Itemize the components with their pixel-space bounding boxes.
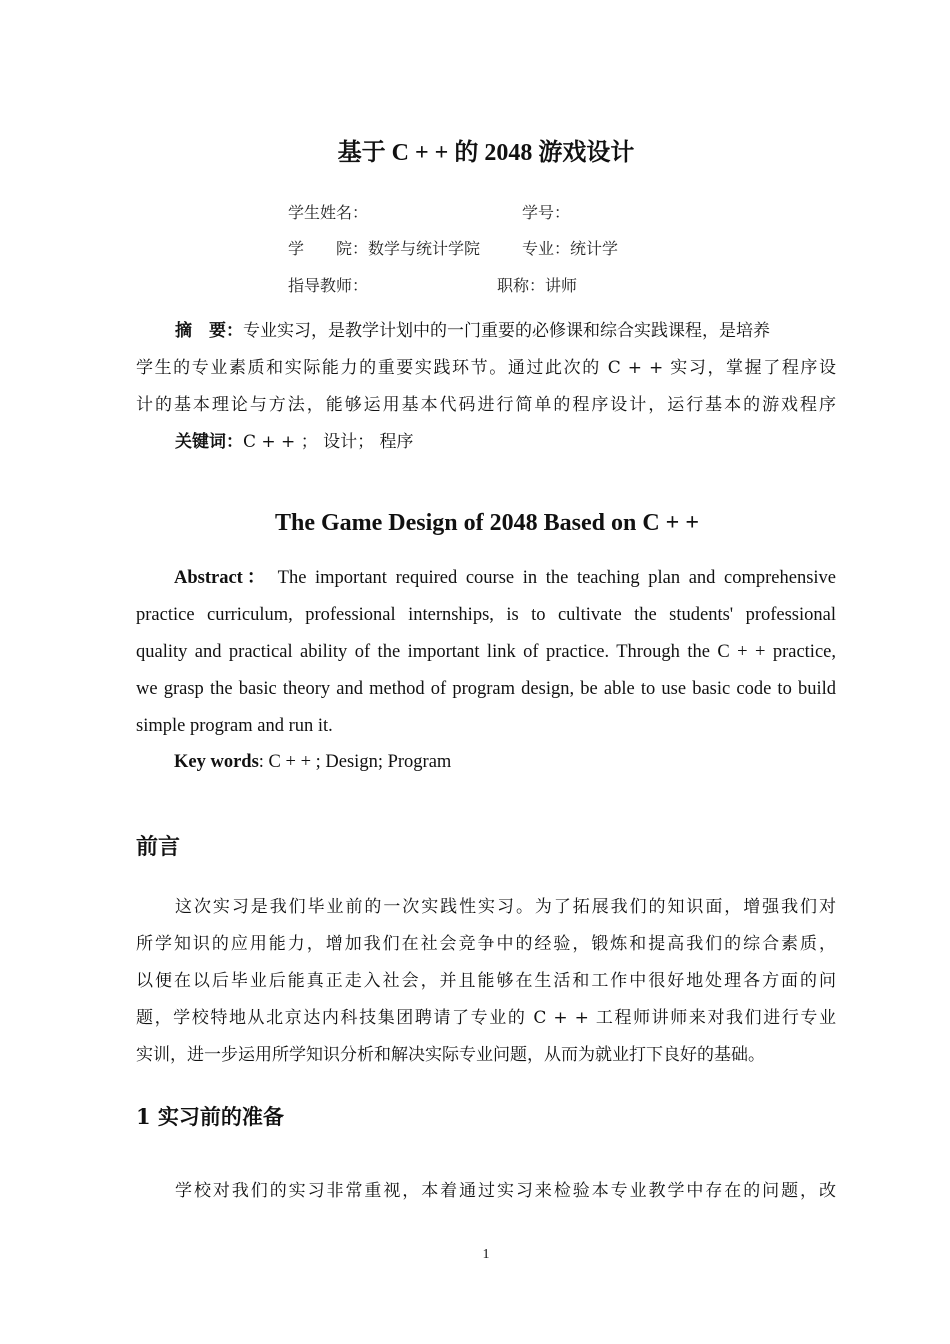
section-1-heading: 1 实习前的准备 [136, 1104, 284, 1129]
college-value: 数学与统计学院 [368, 239, 481, 258]
abstract-en-line-1 [174, 565, 836, 591]
abstract-cn-line-2: 学生的专业素质和实际能力的重要实践环节。通过此次的 C + + 实习，掌握了程序设 [136, 358, 836, 378]
keywords-cn-label: 关键词： [175, 432, 243, 452]
paper-title-cn: 基于 C + + 的 2048 游戏设计 [337, 140, 635, 166]
abstract-en-label: Abstract： [174, 568, 270, 588]
major-value: 统计学 [570, 239, 619, 258]
rank-field [497, 273, 577, 296]
abstract-cn-label: 摘 要： [175, 321, 243, 341]
abstract-en-line-3: quality and practical ability of the important link of practice. Through the C + + practice, [136, 642, 836, 662]
major-field [522, 236, 618, 259]
page-number: 1 [482, 1247, 490, 1262]
rank-label: 职称： [497, 276, 546, 295]
abstract-cn-line-1 [175, 313, 836, 350]
preface-line-2: 所学知识的应用能力，增加我们在社会竞争中的经验，锻炼和提高我们的综合素质， [136, 934, 836, 954]
student-id-label: 学号： [522, 203, 571, 222]
preface-heading: 前言 [136, 834, 181, 860]
keywords-cn [175, 424, 414, 461]
section-1-line-1: 学校对我们的实习非常重视，本着通过实习来检验本专业教学中存在的问题，改 [175, 1181, 836, 1201]
college-field [288, 236, 480, 259]
paper-title-en: The Game Design of 2048 Based on C + + [274, 510, 700, 536]
student-name-label: 学生姓名： [288, 203, 369, 222]
abstract-en-text-1: The important required course in the teaching plan and comprehensive [277, 568, 837, 588]
keywords-en [174, 749, 451, 775]
abstract-cn-line-3: 计的基本理论与方法，能够运用基本代码进行简单的程序设计，运行基本的游戏程序 [136, 395, 836, 415]
keywords-en-value: : C + + ; Design; Program [258, 752, 452, 772]
major-label: 专业： [522, 239, 571, 258]
preface-line-4: 题，学校特地从北京达内科技集团聘请了专业的 C + + 工程师讲师来对我们进行专业 [136, 1008, 836, 1028]
college-label: 学 院： [288, 239, 369, 258]
preface-line-1: 这次实习是我们毕业前的一次实践性实习。为了拓展我们的知识面，增强我们对 [175, 897, 836, 917]
advisor-label: 指导教师： [288, 276, 369, 295]
preface-line-5: 实训，进一步运用所学知识分析和解决实际专业问题，从而为就业打下良好的基础。 [136, 1045, 765, 1065]
preface-line-3: 以便在以后毕业后能真正走入社会，并且能够在生活和工作中很好地处理各方面的问 [136, 971, 836, 991]
keywords-en-label: Key words [174, 752, 259, 772]
keywords-cn-value: C + + ； 设计； 程序 [243, 432, 414, 452]
abstract-en-line-4: we grasp the basic theory and method of program design, be able to use basic code to build [136, 679, 836, 699]
rank-value: 讲师 [545, 276, 578, 295]
abstract-en-line-5: simple program and run it. [136, 716, 333, 736]
abstract-cn-text-1: 专业实习，是教学计划中的一门重要的必修课和综合实践课程，是培养 [243, 321, 770, 341]
abstract-en-line-2: practice curriculum, professional internships, is to cultivate the students' professional [136, 605, 836, 625]
